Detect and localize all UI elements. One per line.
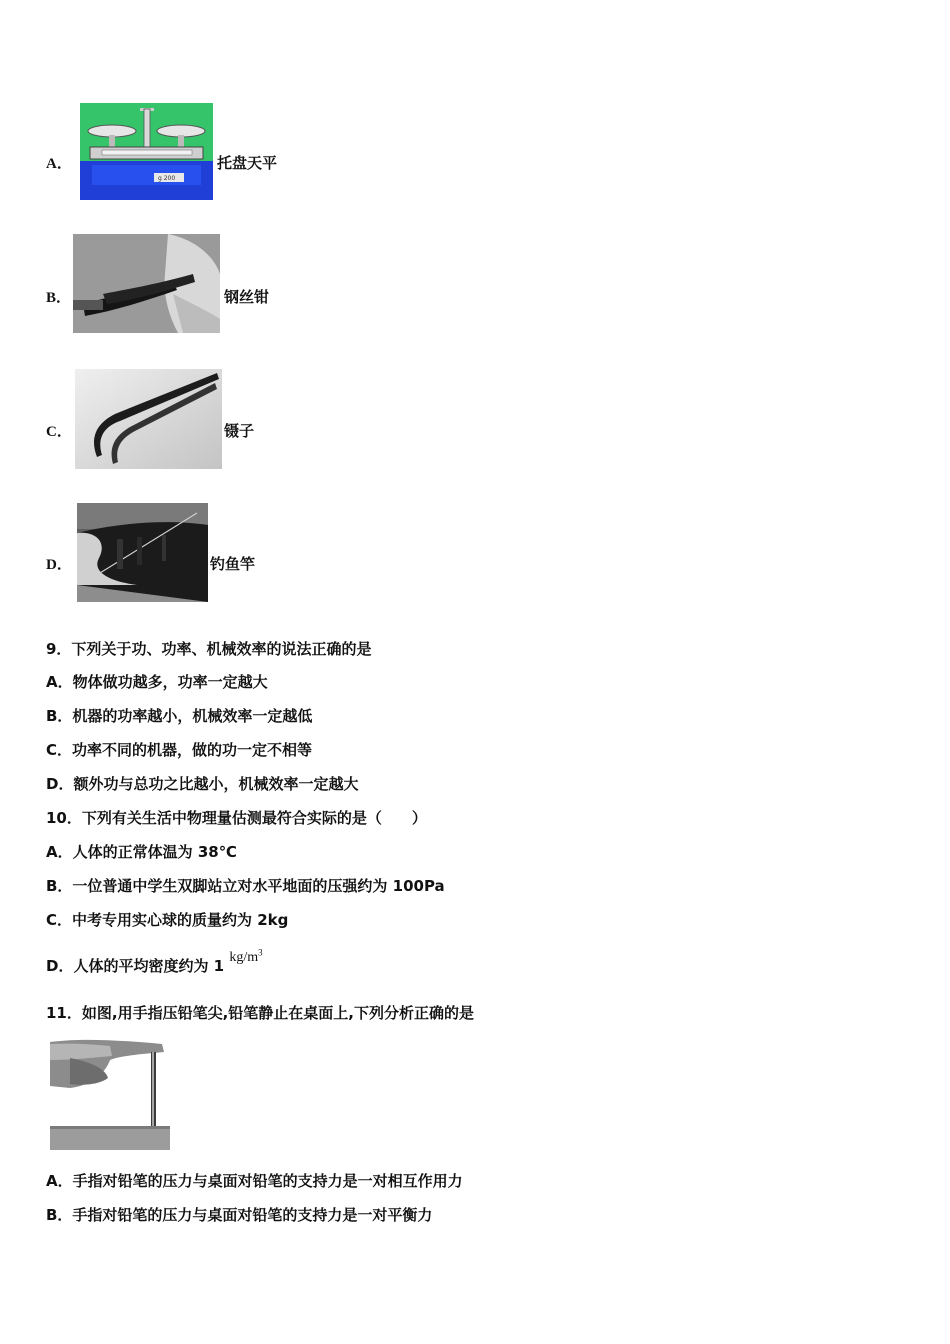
q11-stem: 11．如图,用手指压铅笔尖,铅笔静止在桌面上,下列分析正确的是	[46, 1004, 474, 1022]
q10-option-b: B．一位普通中学生双脚站立对水平地面的压强约为 100Pa	[46, 877, 445, 895]
finger-pencil-photo	[50, 1038, 170, 1150]
density-unit	[229, 947, 263, 965]
pliers-photo	[73, 234, 220, 333]
density-unit-base: kg/m	[229, 950, 259, 965]
option-d-letter: D．	[46, 557, 72, 573]
option-c-label: 镊子	[224, 422, 255, 440]
density-unit-exponent: 3	[258, 947, 263, 958]
fishing-rod-photo	[77, 503, 208, 602]
q9-option-a: A．物体做功越多，功率一定越大	[46, 673, 268, 691]
q9-option-d: D．额外功与总功之比越小，机械效率一定越大	[46, 775, 359, 793]
tweezers-photo	[75, 369, 222, 469]
option-a-letter: A．	[46, 156, 72, 172]
scale-readout: g 200	[158, 175, 176, 182]
q9-option-c: C．功率不同的机器，做的功一定不相等	[46, 741, 313, 759]
q10-option-c: C．中考专用实心球的质量约为 2kg	[46, 911, 289, 929]
option-a-label: 托盘天平	[217, 154, 278, 172]
q10-option-d	[46, 947, 263, 976]
q10-option-a: A．人体的正常体温为 38℃	[46, 843, 237, 861]
q11-option-a: A．手指对铅笔的压力与桌面对铅笔的支持力是一对相互作用力	[46, 1172, 463, 1190]
q10-option-d-text: D．人体的平均密度约为 1	[46, 957, 225, 975]
q10-stem: 10．下列有关生活中物理量估测最符合实际的是（ ）	[46, 809, 427, 827]
q11-option-b: B．手指对铅笔的压力与桌面对铅笔的支持力是一对平衡力	[46, 1206, 433, 1224]
balance-scale-photo	[80, 103, 213, 200]
q9-option-b: B．机器的功率越小，机械效率一定越低	[46, 707, 313, 725]
option-b-letter: B．	[46, 290, 72, 306]
option-d-label: 钓鱼竿	[210, 555, 256, 573]
q9-stem: 9．下列关于功、功率、机械效率的说法正确的是	[46, 640, 372, 658]
option-c-letter: C．	[46, 424, 72, 440]
option-b-label: 钢丝钳	[224, 288, 270, 306]
